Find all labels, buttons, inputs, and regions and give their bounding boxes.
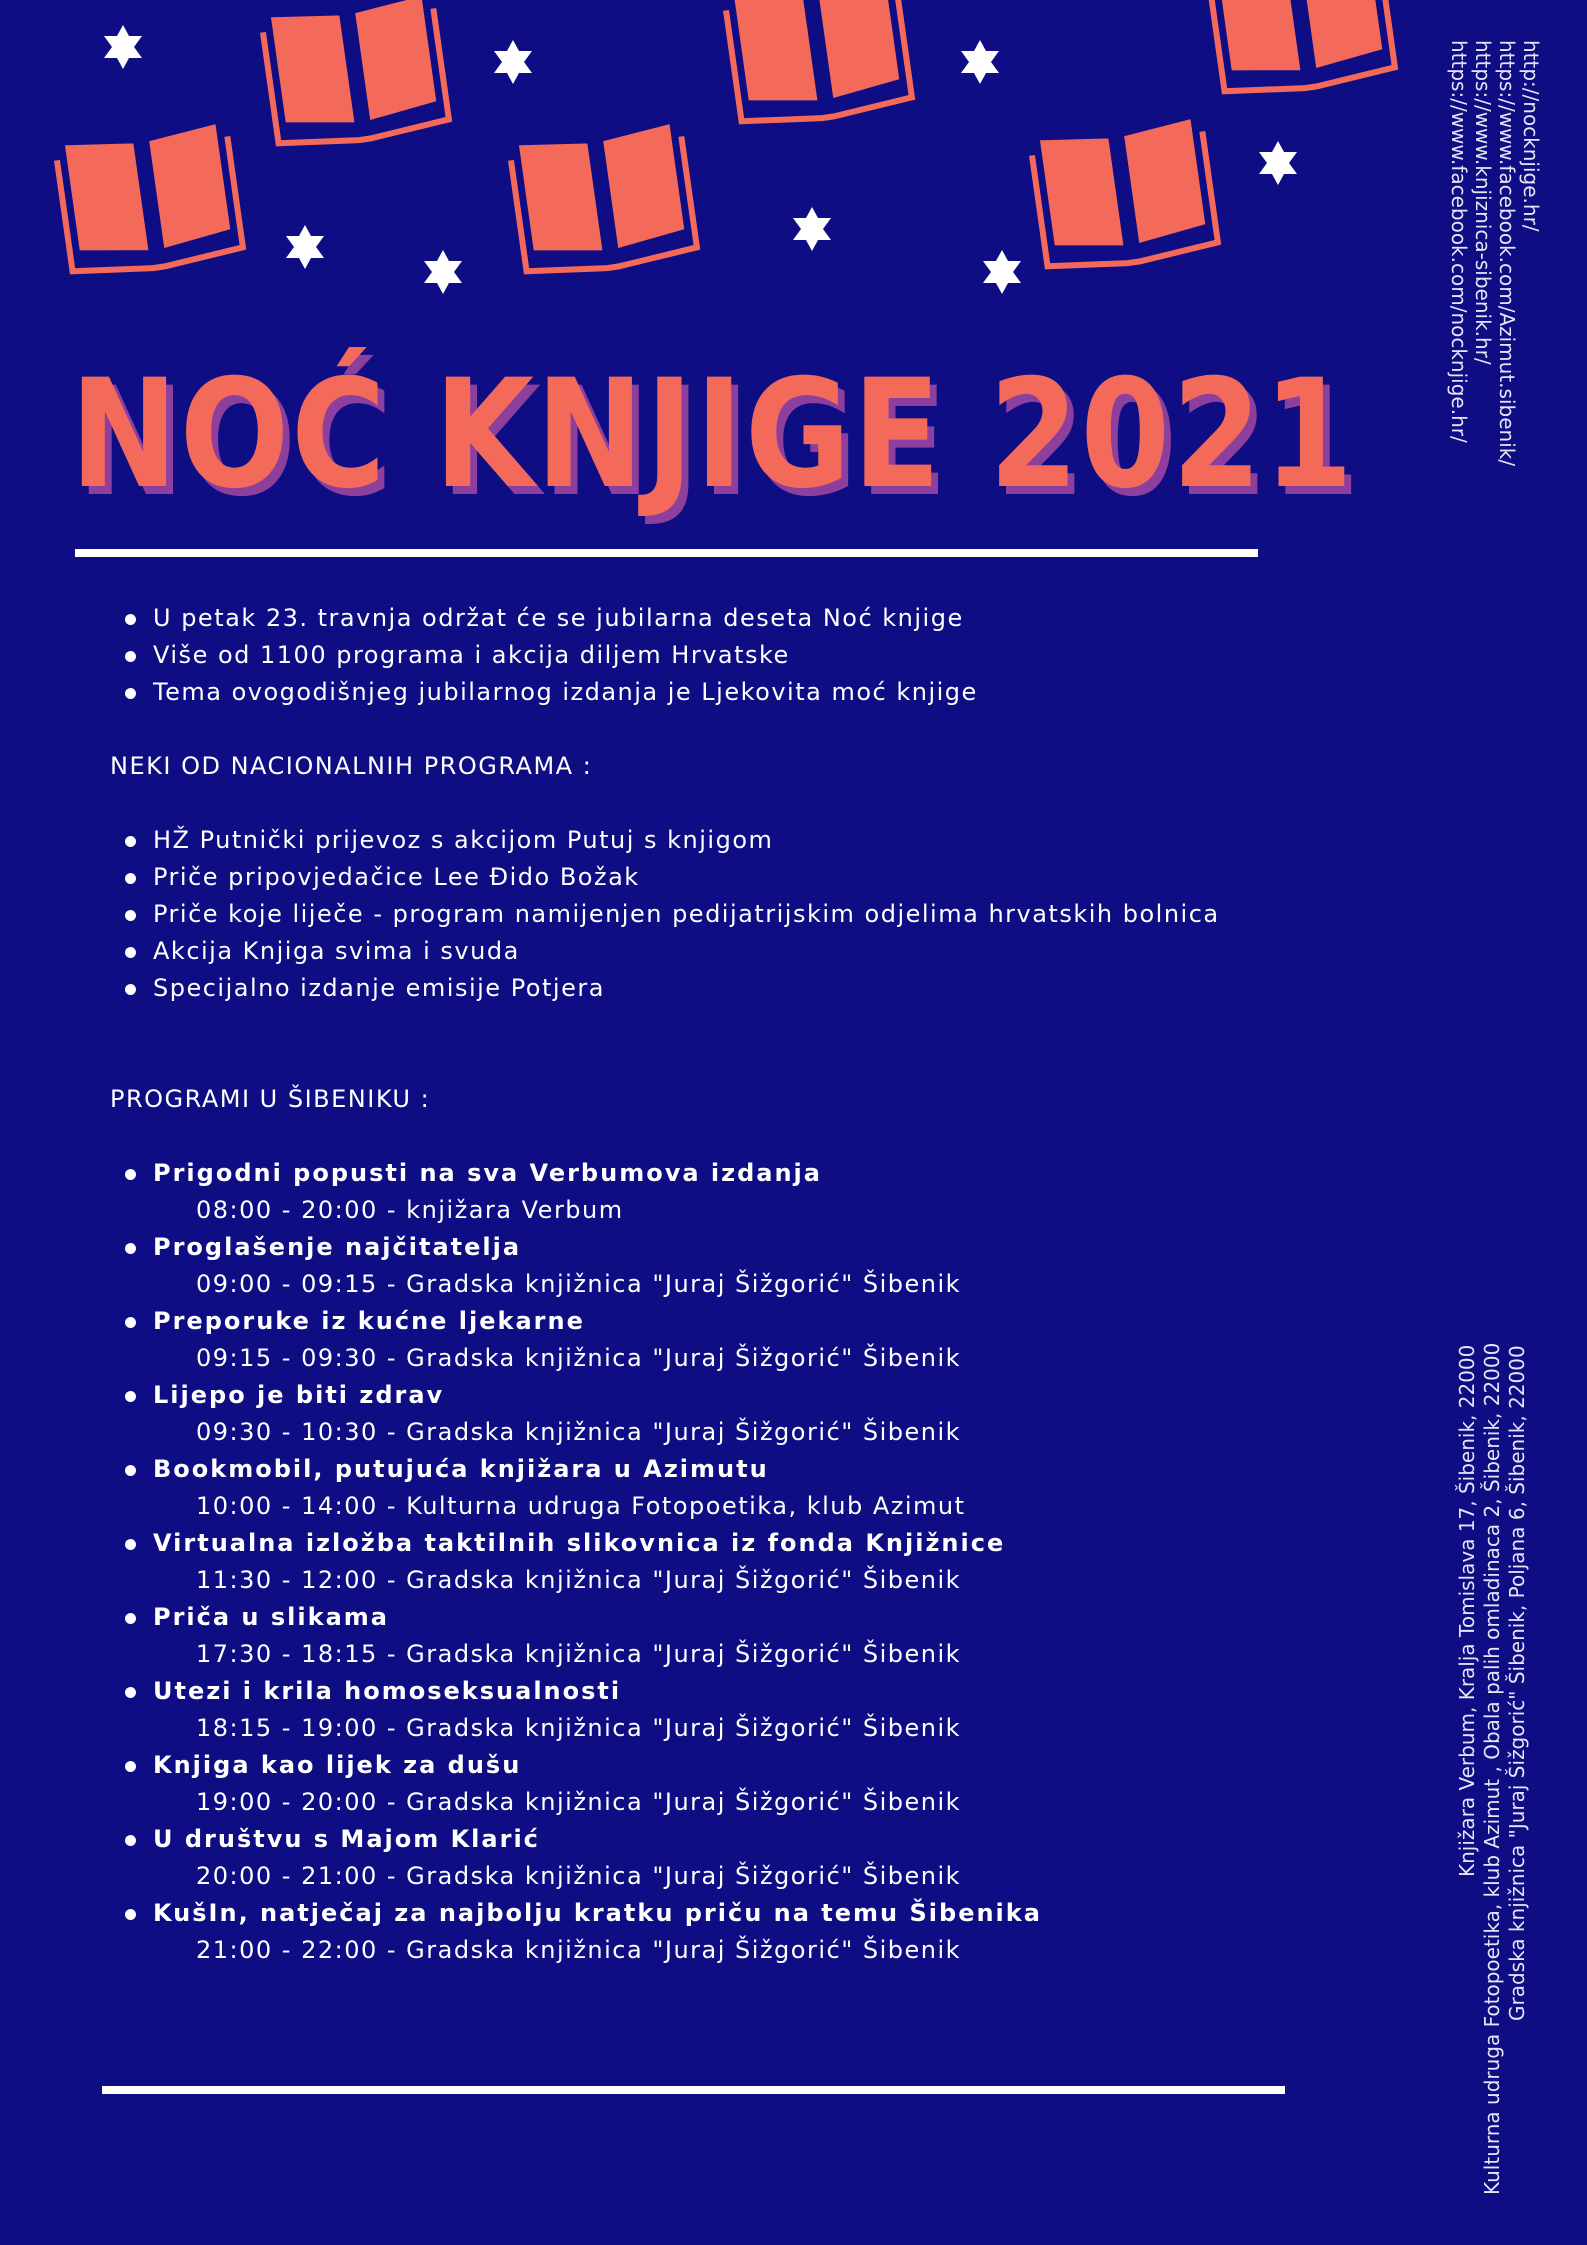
star-icon	[961, 40, 999, 84]
star-icon	[424, 250, 462, 294]
program-title: Preporuke iz kućne ljekarne	[153, 1307, 585, 1335]
program-time: 17:30 - 18:15 - Gradska knjižnica "Juraj Šižgorić" Šibenik	[196, 1640, 962, 1668]
links-list	[1447, 40, 1543, 466]
open-book-icon	[509, 121, 698, 280]
program-item	[110, 1229, 1310, 1303]
list-item: Više od 1100 programa i akcija diljem Hrvatske	[110, 637, 1310, 674]
program-item	[110, 1747, 1310, 1821]
program-item	[110, 1895, 1310, 1969]
open-book-icon	[1030, 116, 1219, 275]
link-facebook-azimut[interactable]: https://www.facebook.com/Azimut.sibenik/	[1495, 40, 1519, 467]
list-item: Specijalno izdanje emisije Potjera	[110, 970, 1310, 1007]
list-item: HŽ Putnički prijevoz s akcijom Putuj s knjigom	[110, 822, 1310, 859]
program-title: Priča u slikama	[153, 1603, 389, 1631]
program-time: 08:00 - 20:00 - knjižara Verbum	[196, 1196, 624, 1224]
link-knjiznica-sibenik[interactable]: https://www.knjiznica-sibenik.hr/	[1471, 40, 1495, 365]
header-decoration	[0, 0, 1587, 300]
list-item: U petak 23. travnja održat će se jubilarna deseta Noć knjige	[110, 600, 1310, 637]
star-icon	[286, 225, 324, 269]
program-item	[110, 1451, 1310, 1525]
program-title: Knjiga kao lijek za dušu	[153, 1751, 522, 1779]
local-program-list	[110, 1155, 1310, 1969]
program-title: U društvu s Majom Klarić	[153, 1825, 540, 1853]
national-list	[110, 822, 1310, 1007]
address-line: Knjižara Verbum, Kralja Tomislava 17, Šibenik, 22000	[1455, 1345, 1479, 1878]
open-book-icon	[261, 0, 450, 151]
program-title: KušIn, natječaj za najbolju kratku priču na temu Šibenika	[153, 1899, 1042, 1927]
program-time: 20:00 - 21:00 - Gradska knjižnica "Juraj Šižgorić" Šibenik	[196, 1862, 962, 1890]
program-time: 09:30 - 10:30 - Gradska knjižnica "Juraj Šižgorić" Šibenik	[196, 1418, 962, 1446]
program-title: Virtualna izložba taktilnih slikovnica iz fonda Knjižnice	[153, 1529, 1006, 1557]
program-title: Lijepo je biti zdrav	[153, 1381, 445, 1409]
list-item: Priče pripovjedačice Lee Đido Božak	[110, 859, 1310, 896]
program-item	[110, 1155, 1310, 1229]
program-time: 11:30 - 12:00 - Gradska knjižnica "Juraj Šižgorić" Šibenik	[196, 1566, 962, 1594]
program-item	[110, 1673, 1310, 1747]
star-icon	[494, 40, 532, 84]
address-line: Gradska knjižnica "Juraj Šižgorić" Šibenik, Poljana 6, Šibenik, 22000	[1505, 1345, 1529, 2021]
national-heading: NEKI OD NACIONALNIH PROGRAMA :	[110, 752, 593, 780]
program-time: 09:00 - 09:15 - Gradska knjižnica "Juraj Šižgorić" Šibenik	[196, 1270, 962, 1298]
program-time: 21:00 - 22:00 - Gradska knjižnica "Juraj Šižgorić" Šibenik	[196, 1936, 962, 1964]
program-title: Bookmobil, putujuća knjižara u Azimutu	[153, 1455, 769, 1483]
program-item	[110, 1599, 1310, 1673]
program-item	[110, 1377, 1310, 1451]
program-item	[110, 1303, 1310, 1377]
divider-top	[75, 549, 1258, 557]
star-icon	[983, 250, 1021, 294]
star-icon	[1259, 141, 1297, 185]
highlights-list	[110, 600, 1310, 711]
program-time: 09:15 - 09:30 - Gradska knjižnica "Juraj Šižgorić" Šibenik	[196, 1344, 962, 1372]
open-book-icon	[1207, 0, 1396, 99]
program-time: 10:00 - 14:00 - Kulturna udruga Fotopoetika, klub Azimut	[196, 1492, 966, 1520]
program-item	[110, 1821, 1310, 1895]
program-title: Prigodni popusti na sva Verbumova izdanja	[153, 1159, 822, 1187]
open-book-icon	[724, 0, 913, 129]
list-item: Tema ovogodišnjeg jubilarnog izdanja je Ljekovita moć knjige	[110, 674, 1310, 711]
link-facebook-nocknjige[interactable]: https://www.facebook.com/nocknjige.hr/	[1447, 40, 1471, 443]
link-nocknjige[interactable]: http://nocknjige.hr/	[1519, 40, 1543, 232]
address-line: Kulturna udruga Fotopoetika, klub Azimut , Obala palih omladinaca 2, Šibenik, 22000	[1480, 1342, 1504, 2195]
open-book-icon	[55, 121, 244, 280]
local-heading: PROGRAMI U ŠIBENIKU :	[110, 1085, 431, 1113]
program-time: 19:00 - 20:00 - Gradska knjižnica "Juraj Šižgorić" Šibenik	[196, 1788, 962, 1816]
list-item: Priče koje liječe - program namijenjen pedijatrijskim odjelima hrvatskih bolnica	[110, 896, 1310, 933]
program-title: Utezi i krila homoseksualnosti	[153, 1677, 622, 1705]
star-icon	[104, 25, 142, 69]
star-icon	[793, 207, 831, 251]
main-content	[110, 600, 1310, 1969]
program-time: 18:15 - 19:00 - Gradska knjižnica "Juraj Šižgorić" Šibenik	[196, 1714, 962, 1742]
program-item	[110, 1525, 1310, 1599]
addresses-list	[1455, 1342, 1560, 2195]
poster-title: NOĆ KNJIGE 2021	[70, 348, 1355, 522]
program-title: Proglašenje najčitatelja	[153, 1233, 522, 1261]
list-item: Akcija Knjiga svima i svuda	[110, 933, 1310, 970]
divider-bottom	[102, 2086, 1285, 2094]
